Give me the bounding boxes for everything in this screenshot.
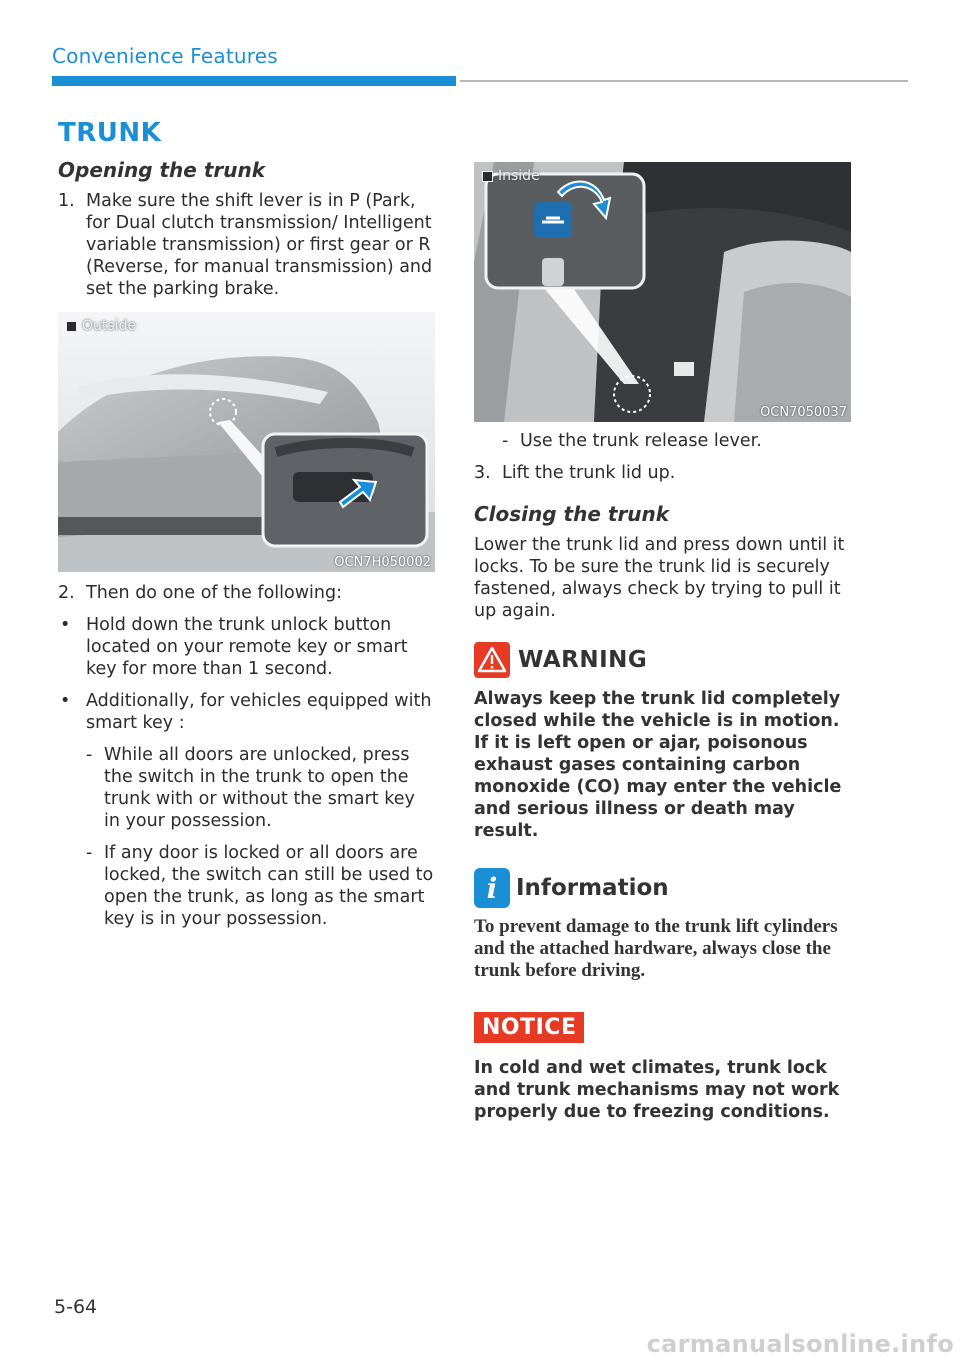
section-title: TRUNK xyxy=(58,118,162,148)
step-2 xyxy=(58,582,436,604)
figure-outside xyxy=(58,312,435,572)
bullet-glyph: • xyxy=(60,615,71,635)
warning-triangle-icon xyxy=(474,642,510,678)
header-accent-bar xyxy=(52,76,456,86)
opening-heading: Opening the trunk xyxy=(58,158,266,182)
dash-text: If any door is locked or all doors are locked, the switch can still be used to open the trunk, as long as the smart key is in your possession. xyxy=(104,843,434,929)
figure-code: OCN7H050002 xyxy=(334,555,431,570)
bullet-item xyxy=(58,690,436,734)
notice-text: In cold and wet climates, trunk lock and trunk mechanisms may not work properly due to freezing conditions. xyxy=(474,1058,840,1122)
step-text: Lift the trunk lid up. xyxy=(502,463,676,483)
notice-badge: NOTICE xyxy=(474,1012,584,1043)
figure-label-text: Outside xyxy=(82,318,137,334)
right-column xyxy=(474,162,852,1123)
dash-glyph: - xyxy=(502,431,509,451)
chapter-title: Convenience Features xyxy=(52,44,278,68)
figure-label-text: Inside xyxy=(498,168,540,184)
warning-text: Always keep the trunk lid completely closed while the vehicle is in motion. If it is left open or ajar, poisonous exhaust gases containing carbon monoxide (CO) may enter the vehicle and serious illness or death may result. xyxy=(474,689,842,841)
figure-label xyxy=(482,168,540,184)
left-column xyxy=(58,118,436,940)
dash-text: While all doors are unlocked, press the switch in the trunk to open the trunk with or without the smart key in your possession. xyxy=(104,745,415,831)
dash-text: Use the trunk release lever. xyxy=(520,431,762,451)
step-3 xyxy=(474,462,852,484)
figure-label xyxy=(66,318,136,334)
step-number: 1. xyxy=(58,191,75,211)
page-number: 5-64 xyxy=(54,1296,98,1318)
closing-text: Lower the trunk lid and press down until it locks. To be sure the trunk lid is securely fastened, always check by trying to pull it up again. xyxy=(474,535,845,621)
closing-heading: Closing the trunk xyxy=(474,502,670,526)
information-header xyxy=(474,868,852,908)
figure-code: OCN7050037 xyxy=(760,405,847,420)
header-rule xyxy=(460,80,908,82)
trunk-inside-illustration xyxy=(474,162,851,422)
dash-item xyxy=(86,744,436,832)
information-title: Information xyxy=(516,875,669,901)
step-text: Make sure the shift lever is in P (Park, for Dual clutch transmission/ Intelligent variable transmission) or first gear or R (Reverse, for manual transmission) and set the parking brake. xyxy=(86,191,433,299)
information-text: To prevent damage to the trunk lift cylinders and the attached hardware, always close the trunk before driving. xyxy=(474,916,838,981)
step-number: 2. xyxy=(58,583,75,603)
dash-glyph: - xyxy=(86,745,93,765)
bullet-text: Additionally, for vehicles equipped with smart key : xyxy=(86,691,432,733)
step-1 xyxy=(58,190,436,300)
bullet-glyph: • xyxy=(60,691,71,711)
bullet-item xyxy=(58,614,436,680)
warning-header xyxy=(474,642,852,678)
information-icon: i xyxy=(474,868,510,908)
watermark: carmanualsonline.info xyxy=(646,1330,954,1358)
dash-item xyxy=(86,842,436,930)
step-number: 3. xyxy=(474,463,491,483)
dash-item xyxy=(502,430,852,452)
dash-glyph: - xyxy=(86,843,93,863)
label-square-icon xyxy=(66,321,77,332)
bullet-text: Hold down the trunk unlock button located on your remote key or smart key for more than 1 second. xyxy=(86,615,408,679)
warning-title: WARNING xyxy=(518,647,648,673)
trunk-outside-illustration xyxy=(58,312,435,572)
step-text: Then do one of the following: xyxy=(86,583,342,603)
label-square-icon xyxy=(482,171,493,182)
figure-inside xyxy=(474,162,851,422)
